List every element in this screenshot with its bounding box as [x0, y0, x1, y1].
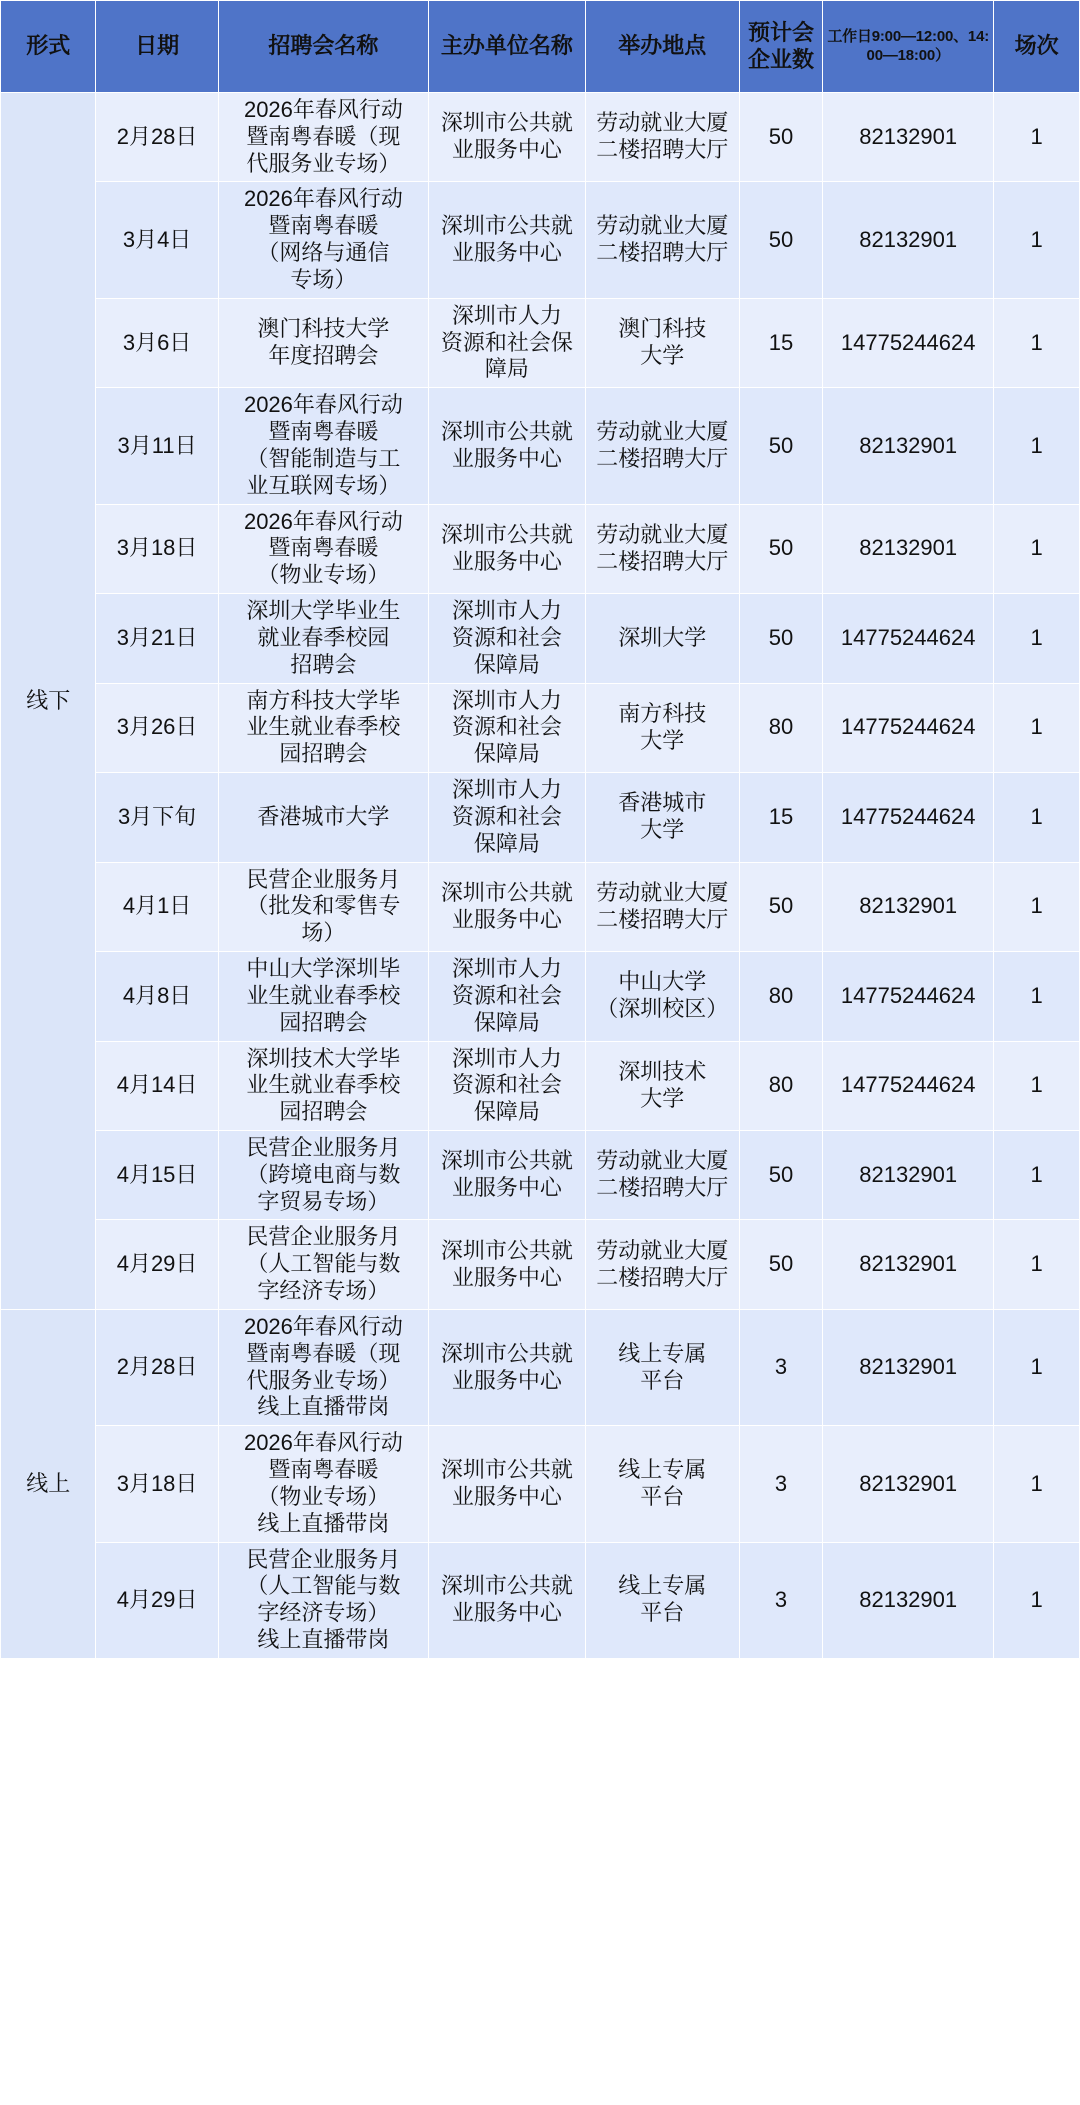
cell-fair-name: 香港城市大学	[218, 773, 428, 862]
cell-venue: 劳动就业大厦 二楼招聘大厅	[585, 504, 739, 593]
table-row	[1, 862, 1080, 951]
cell-fair-name: 2026年春风行动 暨南粤春暖 （物业专场）	[218, 504, 428, 593]
cell-date: 4月29日	[96, 1220, 218, 1309]
cell-date: 4月15日	[96, 1130, 218, 1219]
cell-expected-companies: 80	[739, 1041, 822, 1130]
cell-host-organization: 深圳市公共就 业服务中心	[429, 1220, 586, 1309]
cell-venue: 劳动就业大厦 二楼招聘大厅	[585, 1130, 739, 1219]
cell-host-organization: 深圳市人力 资源和社会保 障局	[429, 298, 586, 387]
table-row	[1, 1041, 1080, 1130]
header-date: 日期	[96, 1, 218, 93]
cell-sessions: 1	[994, 594, 1080, 683]
cell-fair-name: 民营企业服务月 （人工智能与数 字经济专场） 线上直播带岗	[218, 1542, 428, 1658]
cell-fair-name: 澳门科技大学 年度招聘会	[218, 298, 428, 387]
group-type-cell: 线下	[1, 93, 96, 1310]
cell-date: 3月18日	[96, 504, 218, 593]
cell-fair-name: 深圳大学毕业生 就业春季校园 招聘会	[218, 594, 428, 683]
table-row	[1, 1542, 1080, 1658]
cell-contact-phone: 82132901	[823, 504, 994, 593]
cell-date: 3月4日	[96, 182, 218, 298]
cell-host-organization: 深圳市公共就 业服务中心	[429, 93, 586, 182]
cell-expected-companies: 50	[739, 388, 822, 504]
cell-sessions: 1	[994, 773, 1080, 862]
cell-expected-companies: 80	[739, 683, 822, 772]
table-row	[1, 93, 1080, 182]
cell-host-organization: 深圳市公共就 业服务中心	[429, 1542, 586, 1658]
cell-fair-name: 2026年春风行动 暨南粤春暖 （网络与通信 专场）	[218, 182, 428, 298]
cell-host-organization: 深圳市公共就 业服务中心	[429, 1130, 586, 1219]
cell-expected-companies: 50	[739, 182, 822, 298]
cell-sessions: 1	[994, 1130, 1080, 1219]
table-row	[1, 1309, 1080, 1425]
cell-contact-phone: 82132901	[823, 182, 994, 298]
cell-date: 2月28日	[96, 93, 218, 182]
cell-date: 3月6日	[96, 298, 218, 387]
cell-contact-phone: 82132901	[823, 1130, 994, 1219]
header-company-count: 预计会企业数	[739, 1, 822, 93]
cell-contact-phone: 14775244624	[823, 594, 994, 683]
cell-venue: 中山大学 （深圳校区）	[585, 952, 739, 1041]
cell-sessions: 1	[994, 1309, 1080, 1425]
cell-venue: 香港城市 大学	[585, 773, 739, 862]
cell-expected-companies: 15	[739, 298, 822, 387]
cell-fair-name: 2026年春风行动 暨南粤春暖（现 代服务业专场）	[218, 93, 428, 182]
cell-contact-phone: 14775244624	[823, 952, 994, 1041]
cell-host-organization: 深圳市公共就 业服务中心	[429, 1309, 586, 1425]
cell-fair-name: 2026年春风行动 暨南粤春暖 （物业专场） 线上直播带岗	[218, 1426, 428, 1542]
cell-sessions: 1	[994, 504, 1080, 593]
cell-venue: 劳动就业大厦 二楼招聘大厅	[585, 388, 739, 504]
cell-fair-name: 深圳技术大学毕 业生就业春季校 园招聘会	[218, 1041, 428, 1130]
cell-host-organization: 深圳市公共就 业服务中心	[429, 504, 586, 593]
table-row	[1, 1426, 1080, 1542]
table-row	[1, 298, 1080, 387]
cell-venue: 南方科技 大学	[585, 683, 739, 772]
cell-host-organization: 深圳市人力 资源和社会 保障局	[429, 594, 586, 683]
cell-sessions: 1	[994, 388, 1080, 504]
cell-date: 3月26日	[96, 683, 218, 772]
cell-date: 2月28日	[96, 1309, 218, 1425]
cell-expected-companies: 80	[739, 952, 822, 1041]
cell-host-organization: 深圳市公共就 业服务中心	[429, 1426, 586, 1542]
cell-contact-phone: 14775244624	[823, 1041, 994, 1130]
table-row	[1, 952, 1080, 1041]
cell-venue: 深圳大学	[585, 594, 739, 683]
cell-expected-companies: 15	[739, 773, 822, 862]
cell-host-organization: 深圳市公共就 业服务中心	[429, 182, 586, 298]
cell-fair-name: 民营企业服务月 （人工智能与数 字经济专场）	[218, 1220, 428, 1309]
cell-sessions: 1	[994, 1041, 1080, 1130]
cell-host-organization: 深圳市人力 资源和社会 保障局	[429, 1041, 586, 1130]
cell-fair-name: 2026年春风行动 暨南粤春暖（现 代服务业专场） 线上直播带岗	[218, 1309, 428, 1425]
cell-sessions: 1	[994, 1220, 1080, 1309]
cell-contact-phone: 82132901	[823, 1220, 994, 1309]
cell-venue: 劳动就业大厦 二楼招聘大厅	[585, 1220, 739, 1309]
cell-fair-name: 南方科技大学毕 业生就业春季校 园招聘会	[218, 683, 428, 772]
cell-contact-phone: 82132901	[823, 1309, 994, 1425]
cell-contact-phone: 14775244624	[823, 683, 994, 772]
cell-host-organization: 深圳市人力 资源和社会 保障局	[429, 683, 586, 772]
cell-date: 4月1日	[96, 862, 218, 951]
cell-fair-name: 中山大学深圳毕 业生就业春季校 园招聘会	[218, 952, 428, 1041]
header-sessions: 场次	[994, 1, 1080, 93]
cell-date: 4月29日	[96, 1542, 218, 1658]
table-row	[1, 594, 1080, 683]
table-header-row	[1, 1, 1080, 93]
table-row	[1, 504, 1080, 593]
cell-date: 4月14日	[96, 1041, 218, 1130]
cell-expected-companies: 50	[739, 594, 822, 683]
cell-expected-companies: 50	[739, 1130, 822, 1219]
cell-contact-phone: 82132901	[823, 862, 994, 951]
cell-contact-phone: 82132901	[823, 1426, 994, 1542]
cell-host-organization: 深圳市公共就 业服务中心	[429, 862, 586, 951]
cell-date: 3月11日	[96, 388, 218, 504]
table-row	[1, 182, 1080, 298]
cell-sessions: 1	[994, 683, 1080, 772]
table-header	[1, 1, 1080, 93]
cell-sessions: 1	[994, 1426, 1080, 1542]
cell-venue: 劳动就业大厦 二楼招聘大厅	[585, 862, 739, 951]
cell-expected-companies: 50	[739, 862, 822, 951]
table-row	[1, 1130, 1080, 1219]
cell-contact-phone: 14775244624	[823, 773, 994, 862]
cell-venue: 澳门科技 大学	[585, 298, 739, 387]
cell-date: 3月18日	[96, 1426, 218, 1542]
cell-contact-phone: 82132901	[823, 1542, 994, 1658]
cell-venue: 深圳技术 大学	[585, 1041, 739, 1130]
cell-expected-companies: 3	[739, 1426, 822, 1542]
header-phone: 工作日9:00—12:00、14:00—18:00）	[823, 1, 994, 93]
cell-fair-name: 民营企业服务月 （跨境电商与数 字贸易专场）	[218, 1130, 428, 1219]
table-row	[1, 683, 1080, 772]
table-row	[1, 388, 1080, 504]
cell-sessions: 1	[994, 1542, 1080, 1658]
header-host: 主办单位名称	[429, 1, 586, 93]
cell-expected-companies: 50	[739, 93, 822, 182]
cell-venue: 线上专属 平台	[585, 1426, 739, 1542]
cell-date: 4月8日	[96, 952, 218, 1041]
cell-contact-phone: 82132901	[823, 388, 994, 504]
group-type-cell: 线上	[1, 1309, 96, 1658]
cell-venue: 劳动就业大厦 二楼招聘大厅	[585, 93, 739, 182]
cell-contact-phone: 14775244624	[823, 298, 994, 387]
cell-date: 3月下旬	[96, 773, 218, 862]
cell-host-organization: 深圳市公共就 业服务中心	[429, 388, 586, 504]
cell-expected-companies: 3	[739, 1542, 822, 1658]
cell-expected-companies: 50	[739, 1220, 822, 1309]
cell-sessions: 1	[994, 182, 1080, 298]
cell-sessions: 1	[994, 862, 1080, 951]
cell-fair-name: 2026年春风行动 暨南粤春暖 （智能制造与工 业互联网专场）	[218, 388, 428, 504]
cell-sessions: 1	[994, 93, 1080, 182]
cell-venue: 线上专属 平台	[585, 1542, 739, 1658]
header-name: 招聘会名称	[218, 1, 428, 93]
table-row	[1, 1220, 1080, 1309]
cell-contact-phone: 82132901	[823, 93, 994, 182]
cell-sessions: 1	[994, 298, 1080, 387]
cell-fair-name: 民营企业服务月 （批发和零售专 场）	[218, 862, 428, 951]
table-body	[1, 93, 1080, 1659]
table-row	[1, 773, 1080, 862]
cell-date: 3月21日	[96, 594, 218, 683]
header-type: 形式	[1, 1, 96, 93]
cell-expected-companies: 3	[739, 1309, 822, 1425]
header-place: 举办地点	[585, 1, 739, 93]
cell-host-organization: 深圳市人力 资源和社会 保障局	[429, 773, 586, 862]
cell-venue: 线上专属 平台	[585, 1309, 739, 1425]
cell-host-organization: 深圳市人力 资源和社会 保障局	[429, 952, 586, 1041]
cell-sessions: 1	[994, 952, 1080, 1041]
cell-venue: 劳动就业大厦 二楼招聘大厅	[585, 182, 739, 298]
cell-expected-companies: 50	[739, 504, 822, 593]
